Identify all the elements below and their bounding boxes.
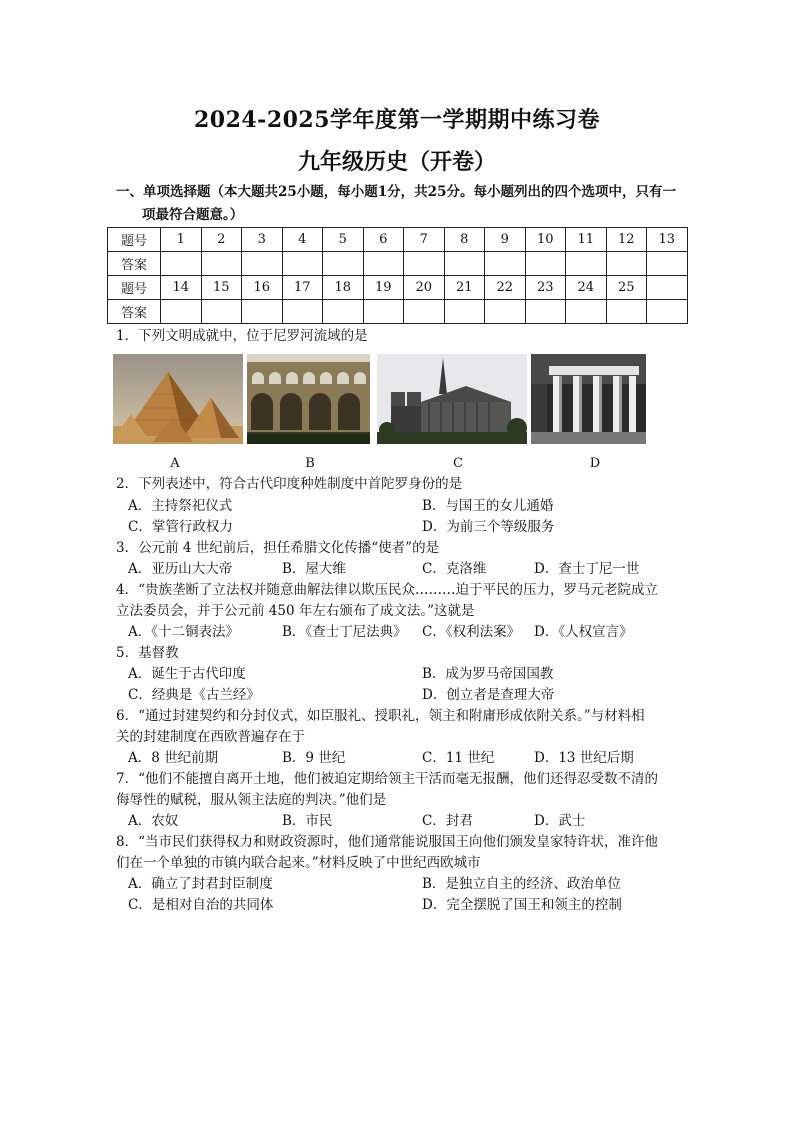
answer-cell[interactable]	[525, 300, 566, 324]
question-number: 25	[606, 276, 647, 300]
q5-option-d[interactable]: D．创立者是查理大帝	[422, 687, 555, 703]
question-number: 6	[363, 228, 404, 252]
answer-cell[interactable]	[363, 300, 404, 324]
answer-cell[interactable]	[606, 300, 647, 324]
answer-cell[interactable]	[404, 300, 445, 324]
q8-option-a[interactable]: A．确立了封君封臣制度	[128, 876, 273, 892]
row-header: 答案	[108, 252, 161, 276]
image-b-aqueduct	[247, 354, 370, 444]
answer-cell[interactable]	[201, 300, 242, 324]
question-number: 7	[404, 228, 445, 252]
answer-cell[interactable]	[282, 300, 323, 324]
answer-cell[interactable]	[444, 300, 485, 324]
q6-option-b[interactable]: B．9 世纪	[282, 750, 346, 766]
q8-option-d[interactable]: D．完全摆脱了国王和领主的控制	[422, 897, 622, 913]
answer-cell[interactable]	[647, 252, 688, 276]
answer-cell[interactable]	[485, 300, 526, 324]
answer-cell[interactable]	[485, 252, 526, 276]
answer-cell[interactable]	[606, 252, 647, 276]
question-2: 2．下列表述中，符合古代印度种姓制度中首陀罗身份的是	[116, 476, 463, 492]
question-number: 22	[485, 276, 526, 300]
answer-cell[interactable]	[323, 252, 364, 276]
q4-option-b[interactable]: B．《查士丁尼法典》	[282, 624, 407, 640]
answer-cell[interactable]	[566, 300, 607, 324]
table-row-numbers-1	[108, 228, 688, 252]
image-label-c: C	[453, 456, 463, 471]
answer-cell[interactable]	[404, 252, 445, 276]
answer-cell[interactable]	[282, 252, 323, 276]
q2-option-b[interactable]: B．与国王的女儿通婚	[422, 498, 554, 514]
image-label-a: A	[170, 456, 180, 471]
question-7-line-1: 7．“他们不能擅自离开土地，他们被迫定期给领主干活而毫无报酬，他们还得忍受数不清的	[116, 771, 658, 787]
question-1: 1．下列文明成就中，位于尼罗河流域的是	[116, 328, 368, 344]
question-5: 5．基督教	[116, 645, 179, 661]
answer-cell[interactable]	[363, 252, 404, 276]
question-number: 17	[282, 276, 323, 300]
answer-cell[interactable]	[201, 252, 242, 276]
question-3: 3．公元前 4 世纪前后，担任希腊文化传播“使者”的是	[116, 540, 440, 556]
answer-cell[interactable]	[444, 252, 485, 276]
question-number: 8	[444, 228, 485, 252]
row-header: 题号	[108, 228, 161, 252]
q5-option-a[interactable]: A．诞生于古代印度	[128, 666, 246, 682]
image-c-cathedral	[377, 354, 527, 444]
answer-cell[interactable]	[525, 252, 566, 276]
q3-option-a[interactable]: A．亚历山大大帝	[128, 561, 233, 577]
section-instructions	[116, 181, 688, 227]
table-row-numbers-2	[108, 276, 688, 300]
question-number: 4	[282, 228, 323, 252]
q7-option-c[interactable]: C．封君	[422, 813, 473, 829]
answer-cell[interactable]	[161, 300, 202, 324]
question-4-line-1: 4．“贵族垄断了立法权并随意曲解法律以欺压民众………迫于平民的压力，罗马元老院成立	[116, 582, 658, 598]
row-header: 答案	[108, 300, 161, 324]
question-number: 14	[161, 276, 202, 300]
question-number: 15	[201, 276, 242, 300]
q5-option-b[interactable]: B．成为罗马帝国国教	[422, 666, 554, 682]
answer-cell[interactable]	[647, 300, 688, 324]
question-number: 9	[485, 228, 526, 252]
q7-option-a[interactable]: A．农奴	[128, 813, 179, 829]
section-line-2: 项最符合题意。）	[142, 207, 244, 223]
q7-option-b[interactable]: B．市民	[282, 813, 333, 829]
q2-option-d[interactable]: D．为前三个等级服务	[422, 519, 555, 535]
q3-option-c[interactable]: C．克洛维	[422, 561, 487, 577]
question-number: 20	[404, 276, 445, 300]
q3-option-b[interactable]: B．屋大维	[282, 561, 346, 577]
q4-option-c[interactable]: C．《权利法案》	[422, 624, 521, 640]
exam-subtitle: 九年级历史（开卷）	[297, 149, 496, 175]
table-row-answers-1	[108, 252, 688, 276]
q6-option-d[interactable]: D．13 世纪后期	[534, 750, 634, 766]
question-number: 11	[566, 228, 607, 252]
question-number: 2	[201, 228, 242, 252]
q2-option-c[interactable]: C．掌管行政权力	[128, 519, 233, 535]
question-number	[647, 276, 688, 300]
answer-cell[interactable]	[323, 300, 364, 324]
question-number: 18	[323, 276, 364, 300]
question-number: 5	[323, 228, 364, 252]
question-number: 24	[566, 276, 607, 300]
section-line-1: 一、单项选择题（本大题共25小题，每小题1分，共25分。每小题列出的四个选项中，只有一	[116, 184, 676, 200]
answer-cell[interactable]	[566, 252, 607, 276]
question-number: 3	[242, 228, 283, 252]
question-number: 10	[525, 228, 566, 252]
answer-cell[interactable]	[161, 252, 202, 276]
question-8-line-2: 们在一个单独的市镇内联合起来。”材料反映了中世纪西欧城市	[116, 855, 481, 871]
image-a-pyramids	[113, 354, 243, 444]
q3-option-d[interactable]: D．查士丁尼一世	[534, 561, 640, 577]
q6-option-a[interactable]: A．8 世纪前期	[128, 750, 219, 766]
table-row-answers-2	[108, 300, 688, 324]
image-d-columns	[531, 354, 646, 444]
question-number: 23	[525, 276, 566, 300]
question-number: 21	[444, 276, 485, 300]
q2-option-a[interactable]: A．主持祭祀仪式	[128, 498, 233, 514]
q4-option-d[interactable]: D．《人权宣言》	[534, 624, 633, 640]
image-label-b: B	[305, 456, 315, 471]
answer-cell[interactable]	[242, 300, 283, 324]
row-header: 题号	[108, 276, 161, 300]
image-label-d: D	[589, 456, 601, 471]
q5-option-c[interactable]: C．经典是《古兰经》	[128, 687, 260, 703]
answer-table	[107, 227, 688, 324]
q8-option-c[interactable]: C．是相对自治的共同体	[128, 897, 274, 913]
question-6-line-1: 6．“通过封建契约和分封仪式，如臣服礼、授职礼，领主和附庸形成依附关系。”与材料相	[116, 708, 645, 724]
question-6-line-2: 关的封建制度在西欧普遍存在于	[116, 729, 305, 745]
question-number: 16	[242, 276, 283, 300]
question-number: 13	[647, 228, 688, 252]
question-number: 1	[161, 228, 202, 252]
question-number: 12	[606, 228, 647, 252]
question-7-line-2: 侮辱性的赋税，服从领主法庭的判决。”他们是	[116, 792, 387, 808]
question-4-line-2: 立法委员会，并于公元前 450 年左右颁布了成文法。”这就是	[116, 603, 475, 619]
exam-title: 2024-2025学年度第一学期期中练习卷	[193, 107, 601, 133]
question-8-line-1: 8．“当市民们获得权力和财政资源时，他们通常能说服国王向他们颁发皇家特许状，准许他	[116, 834, 658, 850]
question-number: 19	[363, 276, 404, 300]
answer-cell[interactable]	[242, 252, 283, 276]
q7-option-d[interactable]: D．武士	[534, 813, 586, 829]
q6-option-c[interactable]: C．11 世纪	[422, 750, 495, 766]
q8-option-b[interactable]: B．是独立自主的经济、政治单位	[422, 876, 621, 892]
q4-option-a[interactable]: A．《十二铜表法》	[128, 624, 239, 640]
